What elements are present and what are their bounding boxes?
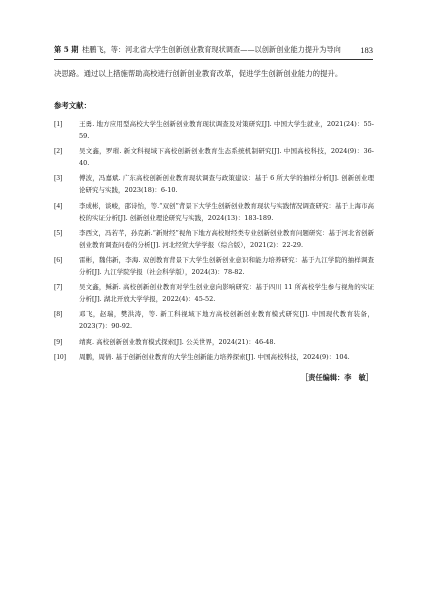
reference-number: [3] <box>54 174 63 183</box>
reference-item <box>54 336 374 348</box>
reference-text: 靖爽. 高校创新创业教育模式探索[J]. 公关世界，2024(21)：46-48. <box>79 337 276 346</box>
reference-number: [1] <box>54 120 63 128</box>
reference-text: 邓飞，赵瑞，樊洪涛，等. 新工科视域下地方高校创新创业教育模式研究[J]. 中国现代教育装备，2023(7)：90-92. <box>79 310 374 331</box>
running-head <box>54 43 373 57</box>
reference-item <box>54 254 374 278</box>
reference-number: [9] <box>54 337 63 346</box>
page-number: 183 <box>360 45 373 55</box>
reference-item <box>54 172 374 196</box>
reference-text: 傅波，冯嘉斌. 广东高校创新创业教育现状调查与政策建议：基于 6 所大学的抽样分析[J]. 创新创业理论研究与实践，2023(18)：6-10. <box>79 174 374 195</box>
reference-text: 吴文鑫，罗璀. 新文科视域下高校创新创业教育生态系统机制研究[J]. 中国高校科技，2024(9)：36-40. <box>79 147 374 168</box>
reference-item <box>54 308 374 332</box>
reference-number: [7] <box>54 283 63 292</box>
reference-number: [5] <box>54 228 63 237</box>
reference-number: [6] <box>54 255 63 264</box>
running-title: 桂鹏飞，等：河北省大学生创新创业教育现状调查——以创新创业能力提升为导向 <box>82 45 341 54</box>
reference-number: [10] <box>54 352 66 361</box>
reference-text: 周鹏，周倩. 基于创新创业教育的大学生创新能力培养探索[J]. 中国高校科技，2024(9)：104. <box>79 352 350 361</box>
reference-number: [2] <box>54 147 63 156</box>
reference-item <box>54 227 374 251</box>
editor-note: ［责任编辑：李 敏］ <box>301 373 373 382</box>
reference-list <box>54 118 374 366</box>
reference-item <box>54 118 374 142</box>
body-paragraph: 决思路。通过以上措施帮助高校进行创新创业教育改革，促进学生创新创业能力的提升。 <box>54 69 343 78</box>
reference-item <box>54 145 374 169</box>
issue-number: 第 5 期 <box>54 45 79 54</box>
reference-text: 李成彬，谈峻，邵诗怡，等.“双创”背景下大学生创新创业教育现状与实践情况调查研究：基于上海市高校的实证分析[J]. 创新创业理论研究与实践，2024(13)：183-189. <box>79 201 374 222</box>
reference-text: 雷彬，魏伟新，李海. 双创教育背景下大学生创新创业意识和能力培养研究：基于九江学院的抽样调查分析[J]. 九江学院学报（社会科学版），2024(3)：78-82. <box>79 255 374 276</box>
reference-number: [8] <box>54 310 63 319</box>
references-heading: 参考文献： <box>54 101 91 110</box>
reference-item <box>54 200 374 224</box>
reference-number: [4] <box>54 201 63 210</box>
header-rule <box>54 59 373 60</box>
reference-item <box>54 351 374 363</box>
reference-text: 王勇. 地方应用型高校大学生创新创业教育现状调查及对策研究[J]. 中国大学生就业，2021(24)：55-59. <box>79 120 374 140</box>
reference-text: 李西文，冯若芊，孙克新.“新财经”视角下地方高校财经类专业创新创业教育问题研究：基于河北省创新创业教育调查问卷的分析[J]. 河北经贸大学学报（综合版），2021(2)：22-29. <box>79 228 374 249</box>
reference-text: 吴文鑫，稣新. 高校创新创业教育对学生创业意向影响研究：基于四川 11 所高校学生参与视角的实证分析[J]. 湖北开放大学学报，2022(4)：45-52. <box>79 283 374 304</box>
reference-item <box>54 281 374 305</box>
